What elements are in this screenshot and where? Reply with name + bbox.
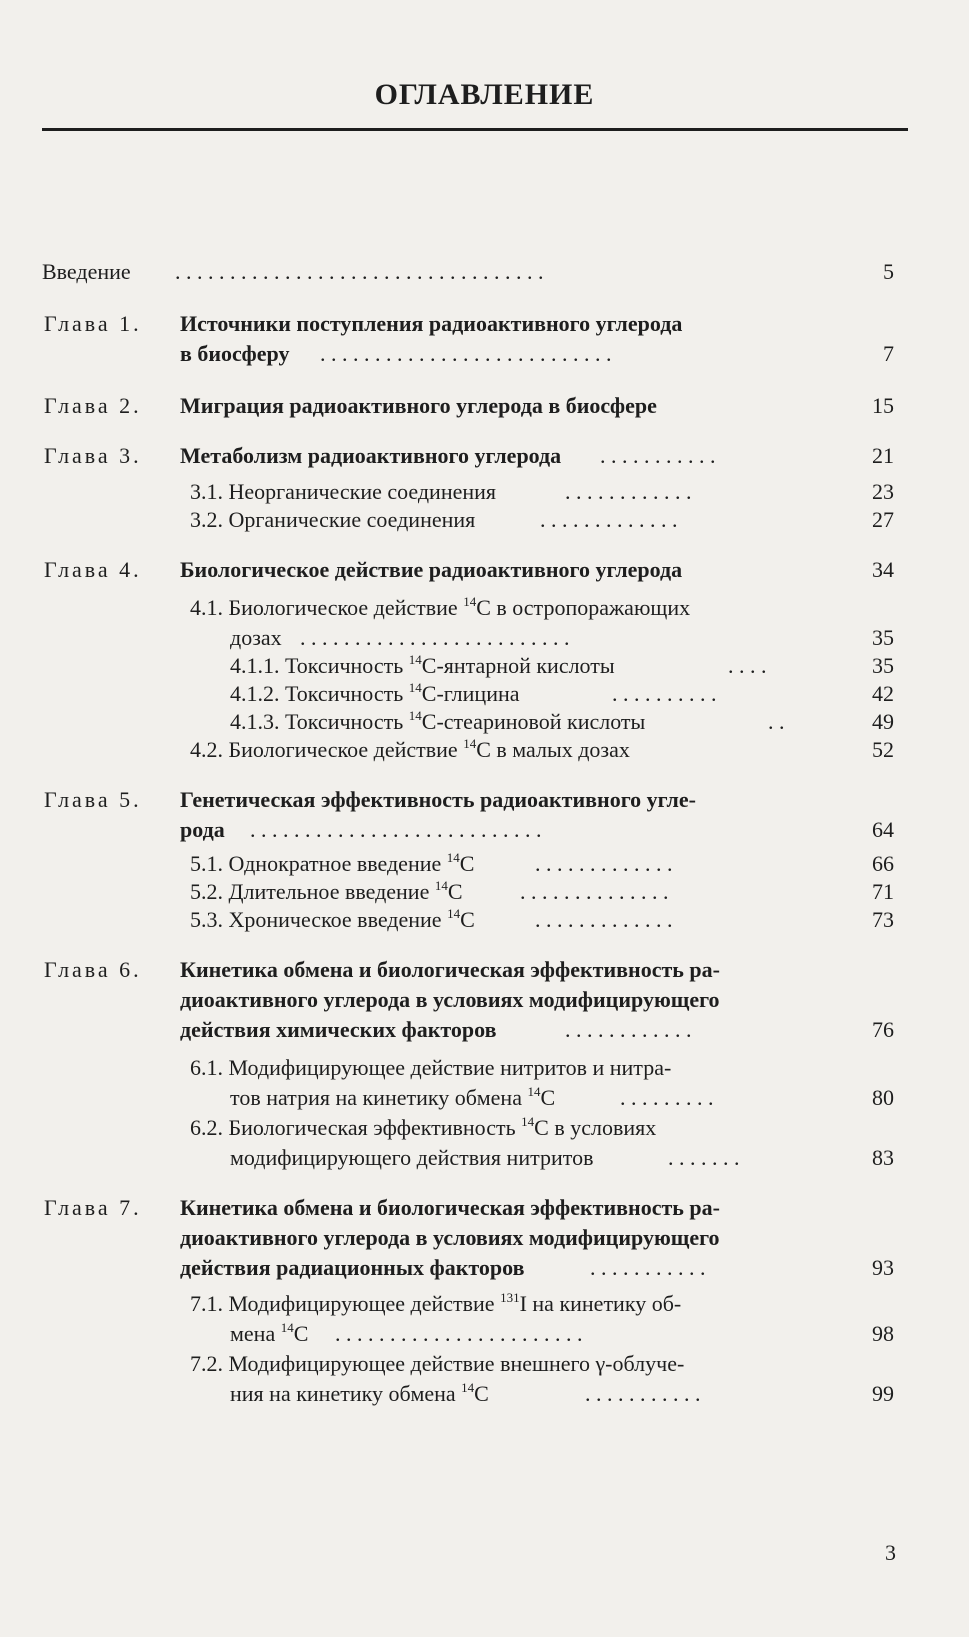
chapter-title-cont: действия радиационных факторов (180, 1255, 525, 1280)
leader-dots: . . . . (728, 653, 767, 678)
section-text-post: С-стеариновой кислоты (421, 709, 646, 734)
leader-dots: . . (768, 709, 785, 734)
isotope-superscript: 14 (463, 594, 477, 609)
page-ref: 93 (872, 1255, 894, 1280)
page-ref: 71 (872, 879, 894, 904)
isotope-superscript: 14 (408, 652, 422, 667)
section-text (230, 652, 615, 679)
chapter-title: Кинетика обмена и биологическая эффективность ра- (180, 957, 720, 982)
chapter-title: Генетическая эффективность радиоактивного угле- (180, 787, 696, 812)
page-ref: 64 (872, 817, 894, 842)
leader-dots: . . . . . . . . . . . (600, 443, 716, 468)
section-text-pre: мена (230, 1321, 281, 1346)
leader-dots: . . . . . . . . . . . . . (535, 907, 673, 932)
leader-dots: . . . . . . . . . . . . . (540, 507, 678, 532)
page-ref: 99 (872, 1381, 894, 1406)
section-text: 3.2. Органические соединения (190, 507, 476, 532)
isotope-superscript: 14 (434, 878, 448, 893)
section-text-pre: 5.2. Длительное введение (190, 879, 435, 904)
chapter-title: Биологическое действие радиоактивного углерода (180, 557, 683, 582)
section-text (190, 878, 463, 905)
isotope-superscript: 131 (500, 1290, 520, 1305)
leader-dots: . . . . . . . . . . . . . . . . . . . . . . . . . . . (320, 341, 612, 366)
section-text-post: С-глицина (421, 681, 520, 706)
section-text-cont: дозах (230, 625, 282, 650)
page-ref: 5 (883, 259, 894, 284)
section-text-cont: модифицирующего действия нитритов (230, 1145, 594, 1170)
section-text (230, 708, 645, 735)
page-ref: 76 (872, 1017, 894, 1042)
page-ref: 66 (872, 851, 894, 876)
page-number: 3 (885, 1540, 896, 1565)
leader-dots: . . . . . . . . . . . (590, 1255, 706, 1280)
chapter-title: Кинетика обмена и биологическая эффективность ра- (180, 1195, 720, 1220)
leader-dots: . . . . . . . . . . . . . . . . . . . . . . . . . . . . . . . . . . (175, 259, 544, 284)
leader-dots: . . . . . . . . . (620, 1085, 714, 1110)
section-text (190, 1114, 656, 1141)
leader-dots: . . . . . . . (668, 1145, 740, 1170)
chapter-title: Источники поступления радиоактивного углерода (180, 311, 683, 336)
page-ref: 15 (872, 393, 894, 418)
leader-dots: . . . . . . . . . . . . . . . . . . . . . . . . . (300, 625, 570, 650)
page-ref: 83 (872, 1145, 894, 1170)
chapter-title-cont: диоактивного углерода в условиях модифицирующего (180, 987, 720, 1012)
chapter-label: Глава 5. (44, 787, 142, 812)
isotope-superscript: 14 (280, 1320, 294, 1335)
section-text (190, 594, 690, 621)
page-ref: 98 (872, 1321, 894, 1346)
page-ref: 52 (872, 737, 894, 762)
page-ref: 42 (872, 681, 894, 706)
section-text: 3.1. Неорганические соединения (190, 479, 497, 504)
section-text-post: С (540, 1085, 556, 1110)
page-ref: 73 (872, 907, 894, 932)
isotope-superscript: 14 (408, 680, 422, 695)
page-ref: 21 (872, 443, 894, 468)
isotope-superscript: 14 (461, 1380, 475, 1395)
section-text-pre: 5.3. Хроническое введение (190, 907, 448, 932)
section-text-post: С (460, 907, 475, 932)
section-text-pre: ния на кинетику обмена (230, 1381, 462, 1406)
section-text (230, 680, 520, 707)
section-text-pre: 4.1. Биологическое действие (190, 595, 464, 620)
leader-dots: . . . . . . . . . . . . (565, 1017, 692, 1042)
isotope-superscript: 14 (463, 736, 477, 751)
isotope-superscript: 14 (408, 708, 422, 723)
chapter-title: Миграция радиоактивного углерода в биосфере (180, 393, 657, 418)
section-text-pre: 4.2. Биологическое действие (190, 737, 464, 762)
section-text (190, 906, 475, 933)
section-text-pre: 4.1.2. Токсичность (230, 681, 409, 706)
chapter-label: Глава 7. (44, 1195, 142, 1220)
section-text-pre: 7.1. Модифицирующее действие (190, 1291, 501, 1316)
leader-dots: . . . . . . . . . . . . . . . . . . . . . . . . . . . (250, 817, 542, 842)
section-text-post: С (474, 1381, 489, 1406)
section-text-pre: 6.2. Биологическая эффективность (190, 1115, 522, 1140)
chapter-label: Глава 4. (44, 557, 142, 582)
leader-dots: . . . . . . . . . . . . . . . . . . . . . . . (335, 1321, 583, 1346)
section-text-post: С в условиях (534, 1115, 657, 1140)
isotope-superscript: 14 (446, 850, 460, 865)
section-text-post: I на кинетику об- (519, 1291, 682, 1316)
section-text (190, 736, 630, 763)
page-ref: 27 (872, 507, 894, 532)
chapter-title: Метаболизм радиоактивного углерода (180, 443, 562, 468)
leader-dots: . . . . . . . . . . (612, 681, 717, 706)
leader-dots: . . . . . . . . . . . (585, 1381, 701, 1406)
section-text-post: С в малых дозах (476, 737, 630, 762)
section-text-cont (230, 1084, 555, 1111)
chapter-title-cont: диоактивного углерода в условиях модифицирующего (180, 1225, 720, 1250)
chapter-label: Глава 3. (44, 443, 142, 468)
page-ref: 23 (872, 479, 894, 504)
page-ref: 35 (872, 625, 894, 650)
section-text-post: С (293, 1321, 309, 1346)
chapter-title-cont: в биосферу (180, 341, 290, 366)
isotope-superscript: 14 (527, 1084, 541, 1099)
section-text-pre: тов натрия на кинетику обмена (230, 1085, 528, 1110)
isotope-superscript: 14 (447, 906, 461, 921)
section-text-pre: 4.1.3. Токсичность (230, 709, 409, 734)
chapter-label: Глава 1. (44, 311, 142, 336)
section-text-post: С (447, 879, 463, 904)
section-text: 7.2. Модифицирующее действие внешнего γ-облуче- (190, 1351, 685, 1376)
page-ref: 35 (872, 653, 894, 678)
section-text (190, 1290, 681, 1317)
section-text: 6.1. Модифицирующее действие нитритов и нитра- (190, 1055, 672, 1080)
page-ref: 7 (883, 341, 894, 366)
section-text-pre: 4.1.1. Токсичность (230, 653, 409, 678)
chapter-label: Глава 2. (44, 393, 142, 418)
title-rule (42, 128, 908, 131)
entry-text: Введение (42, 259, 131, 284)
leader-dots: . . . . . . . . . . . . . . (520, 879, 669, 904)
section-text-post: С (459, 851, 475, 876)
leader-dots: . . . . . . . . . . . . (565, 479, 692, 504)
section-text-post: С в остропоражающих (476, 595, 691, 620)
isotope-superscript: 14 (521, 1114, 535, 1129)
section-text (190, 850, 474, 877)
page-ref: 80 (872, 1085, 894, 1110)
page-ref: 49 (872, 709, 894, 734)
chapter-title-cont: рода (180, 817, 225, 842)
section-text-pre: 5.1. Однократное введение (190, 851, 447, 876)
section-text-cont (230, 1320, 308, 1347)
page-ref: 34 (872, 557, 894, 582)
section-text-post: С-янтарной кислоты (421, 653, 615, 678)
page-title: ОГЛАВЛЕНИЕ (374, 78, 595, 111)
chapter-label: Глава 6. (44, 957, 142, 982)
section-text-cont (230, 1380, 489, 1407)
leader-dots: . . . . . . . . . . . . . (535, 851, 673, 876)
chapter-title-cont: действия химических факторов (180, 1017, 497, 1042)
